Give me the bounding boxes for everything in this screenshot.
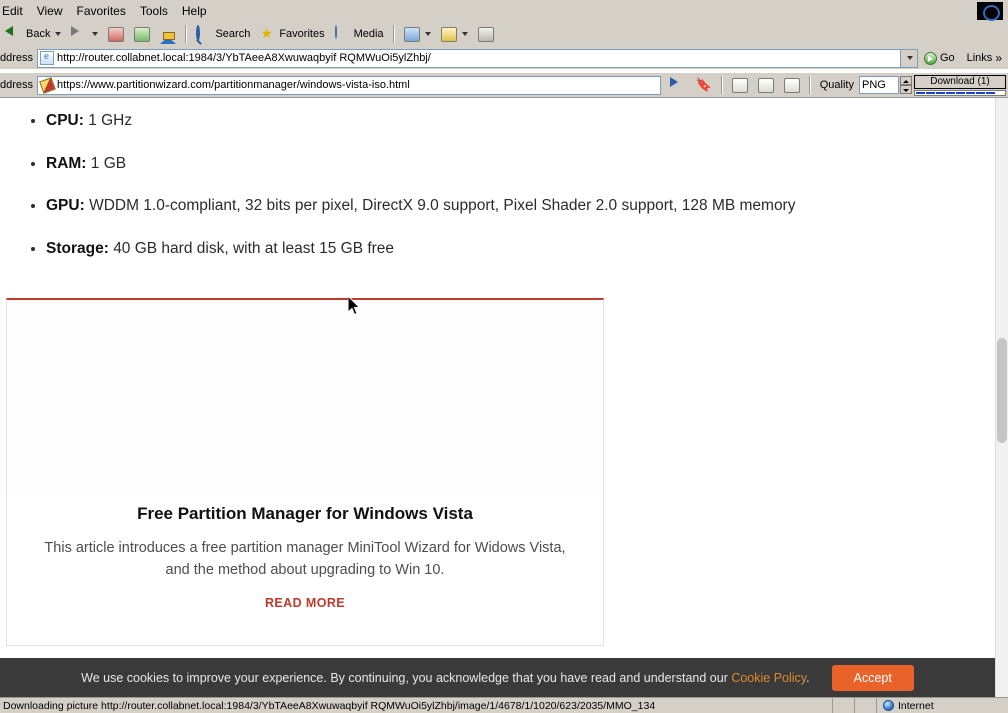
arrow-left-icon	[5, 26, 23, 42]
format-select[interactable]	[859, 76, 899, 94]
chevron-down-icon	[92, 32, 98, 36]
address-dropdown-button[interactable]	[901, 49, 918, 68]
spec-label: RAM:	[46, 154, 87, 172]
menu-item-tools[interactable]: Tools	[139, 3, 168, 18]
refresh-icon	[134, 27, 150, 42]
favorites-button-label: Favorites	[279, 28, 325, 40]
chevron-right-icon: »	[995, 51, 1002, 65]
scrollbar-thumb[interactable]	[997, 338, 1007, 443]
forward-button[interactable]	[66, 24, 103, 44]
spec-value: 1 GHz	[88, 112, 133, 129]
cookie-text	[81, 671, 809, 685]
star-icon: ★	[260, 25, 273, 41]
toolbar-separator	[809, 76, 811, 94]
download-progress	[914, 90, 1006, 96]
mail-button[interactable]	[436, 25, 473, 44]
downloader-go-button[interactable]	[665, 75, 691, 95]
spec-value: 40 GB hard disk, with at least 15 GB free	[113, 239, 395, 257]
stop-button[interactable]	[103, 25, 129, 44]
format-select-value: PNG	[862, 79, 886, 91]
downloader-option-3-button[interactable]	[779, 76, 805, 95]
list-item	[46, 197, 995, 216]
accept-cookies-button[interactable]: Accept	[832, 665, 914, 691]
copy-icon	[784, 78, 800, 93]
read-more-link[interactable]: READ MORE	[265, 595, 345, 610]
stepper-down-icon[interactable]	[900, 85, 912, 94]
search-button[interactable]	[191, 24, 255, 44]
links-button-label: Links	[966, 52, 993, 64]
security-zone[interactable]	[876, 698, 1008, 713]
search-icon	[196, 26, 212, 42]
links-button[interactable]	[961, 49, 1008, 67]
favorites-button[interactable]	[255, 24, 329, 44]
spec-label: GPU:	[46, 197, 85, 215]
menu-item-edit[interactable]: Edit	[2, 3, 23, 18]
downloader-option-1-button[interactable]	[727, 76, 753, 95]
downloader-toolbar	[0, 73, 1008, 98]
vertical-scrollbar[interactable]	[995, 98, 1008, 698]
history-icon	[404, 27, 420, 42]
printer-icon	[478, 27, 494, 42]
page-content	[0, 98, 995, 698]
quality-label: Quality	[815, 77, 859, 93]
go-button[interactable]	[918, 50, 961, 67]
history-button[interactable]	[399, 25, 436, 44]
bookmark-icon: 🔖	[695, 77, 712, 92]
status-message: Downloading picture http://router.collabnet.local:1984/3/YbTAeeA8Xwuwaqbyif RQMWuOi5ylZhbj/image/1/4678/1/1020/623/2035/MMO_134	[3, 699, 656, 712]
home-icon	[160, 26, 176, 42]
chevron-down-icon	[907, 56, 913, 60]
requirements-list	[0, 112, 995, 258]
address-input-value: http://router.collabnet.local:1984/3/YbTAeeA8Xwuwaqbyif RQMWuOi5ylZhbj/	[57, 52, 431, 64]
stop-icon	[108, 27, 124, 42]
search-button-label: Search	[215, 28, 251, 40]
cookie-message: We use cookies to improve your experience. By continuing, you acknowledge that you have read and understand our	[81, 671, 728, 685]
address-bar-label: ddress	[0, 52, 34, 64]
print-button[interactable]	[473, 25, 499, 44]
media-button-label: Media	[353, 28, 384, 40]
home-button[interactable]	[155, 24, 181, 44]
toolbar-separator	[393, 25, 395, 43]
menu-item-favorites[interactable]: Favorites	[76, 3, 126, 18]
spec-label: CPU:	[46, 112, 84, 129]
browser-toolbar	[0, 21, 1008, 47]
status-segment	[832, 698, 854, 713]
downloader-address-input[interactable]	[37, 76, 661, 95]
mail-icon	[441, 27, 457, 42]
chevron-down-icon	[425, 32, 431, 36]
cookie-policy-link[interactable]: Cookie Policy	[731, 671, 807, 685]
menu-item-view[interactable]: View	[36, 3, 63, 18]
back-button-label: Back	[26, 28, 51, 40]
download-button[interactable]: Download (1)	[914, 75, 1006, 89]
media-icon	[335, 26, 351, 42]
chevron-down-icon	[462, 32, 468, 36]
menu-item-help[interactable]: Help	[181, 3, 207, 18]
cookie-banner	[0, 658, 995, 698]
arrow-right-icon	[71, 26, 87, 42]
menu-bar	[0, 0, 1008, 22]
downloader-option-2-button[interactable]	[753, 76, 779, 95]
security-zone-label: Internet	[898, 699, 934, 712]
list-item	[46, 112, 995, 131]
download-area	[912, 73, 1008, 97]
promo-description: This article introduces a free partition manager MiniTool Wizard for Widows Vista, and the method about upgrading to Win 10.	[44, 540, 566, 578]
media-button[interactable]	[330, 24, 389, 44]
page-viewport	[0, 98, 1008, 698]
quality-stepper[interactable]	[900, 76, 912, 94]
page-icon	[40, 51, 54, 65]
address-input[interactable]	[37, 49, 901, 68]
downloader-bookmark-button[interactable]	[691, 75, 717, 95]
ie-logo-icon	[977, 2, 1003, 20]
browser-logo-area	[972, 0, 1008, 21]
toolbar-separator	[185, 25, 187, 43]
promo-title: Free Partition Manager for Windows Vista	[137, 504, 473, 523]
toolbar-separator	[721, 76, 723, 94]
grid-icon	[758, 78, 774, 93]
list-item	[46, 155, 995, 174]
chevron-down-icon	[55, 32, 61, 36]
arrow-right-icon	[670, 77, 686, 93]
refresh-button[interactable]	[129, 25, 155, 44]
back-button[interactable]	[0, 24, 66, 44]
stepper-up-icon[interactable]	[900, 76, 912, 85]
spec-value: 1 GB	[90, 154, 127, 172]
spec-value: WDDM 1.0-compliant, 32 bits per pixel, DirectX 9.0 support, Pixel Shader 2.0 support, 128 MB memory	[89, 197, 796, 215]
promo-card[interactable]	[6, 298, 604, 646]
cookie-period: .	[806, 671, 810, 685]
list-item	[46, 240, 995, 259]
go-icon	[924, 52, 937, 65]
downloader-address-label: ddress	[0, 79, 34, 91]
go-button-label: Go	[939, 52, 955, 64]
image-icon	[732, 78, 748, 93]
downloader-address-value: https://www.partitionwizard.com/partitionmanager/windows-vista-iso.html	[57, 79, 410, 91]
promo-image	[7, 300, 603, 496]
address-bar	[0, 47, 1008, 69]
spec-label: Storage:	[46, 239, 109, 257]
status-segment	[854, 698, 876, 713]
globe-icon	[883, 700, 894, 711]
status-bar	[0, 697, 1008, 713]
pencil-icon	[39, 77, 56, 94]
